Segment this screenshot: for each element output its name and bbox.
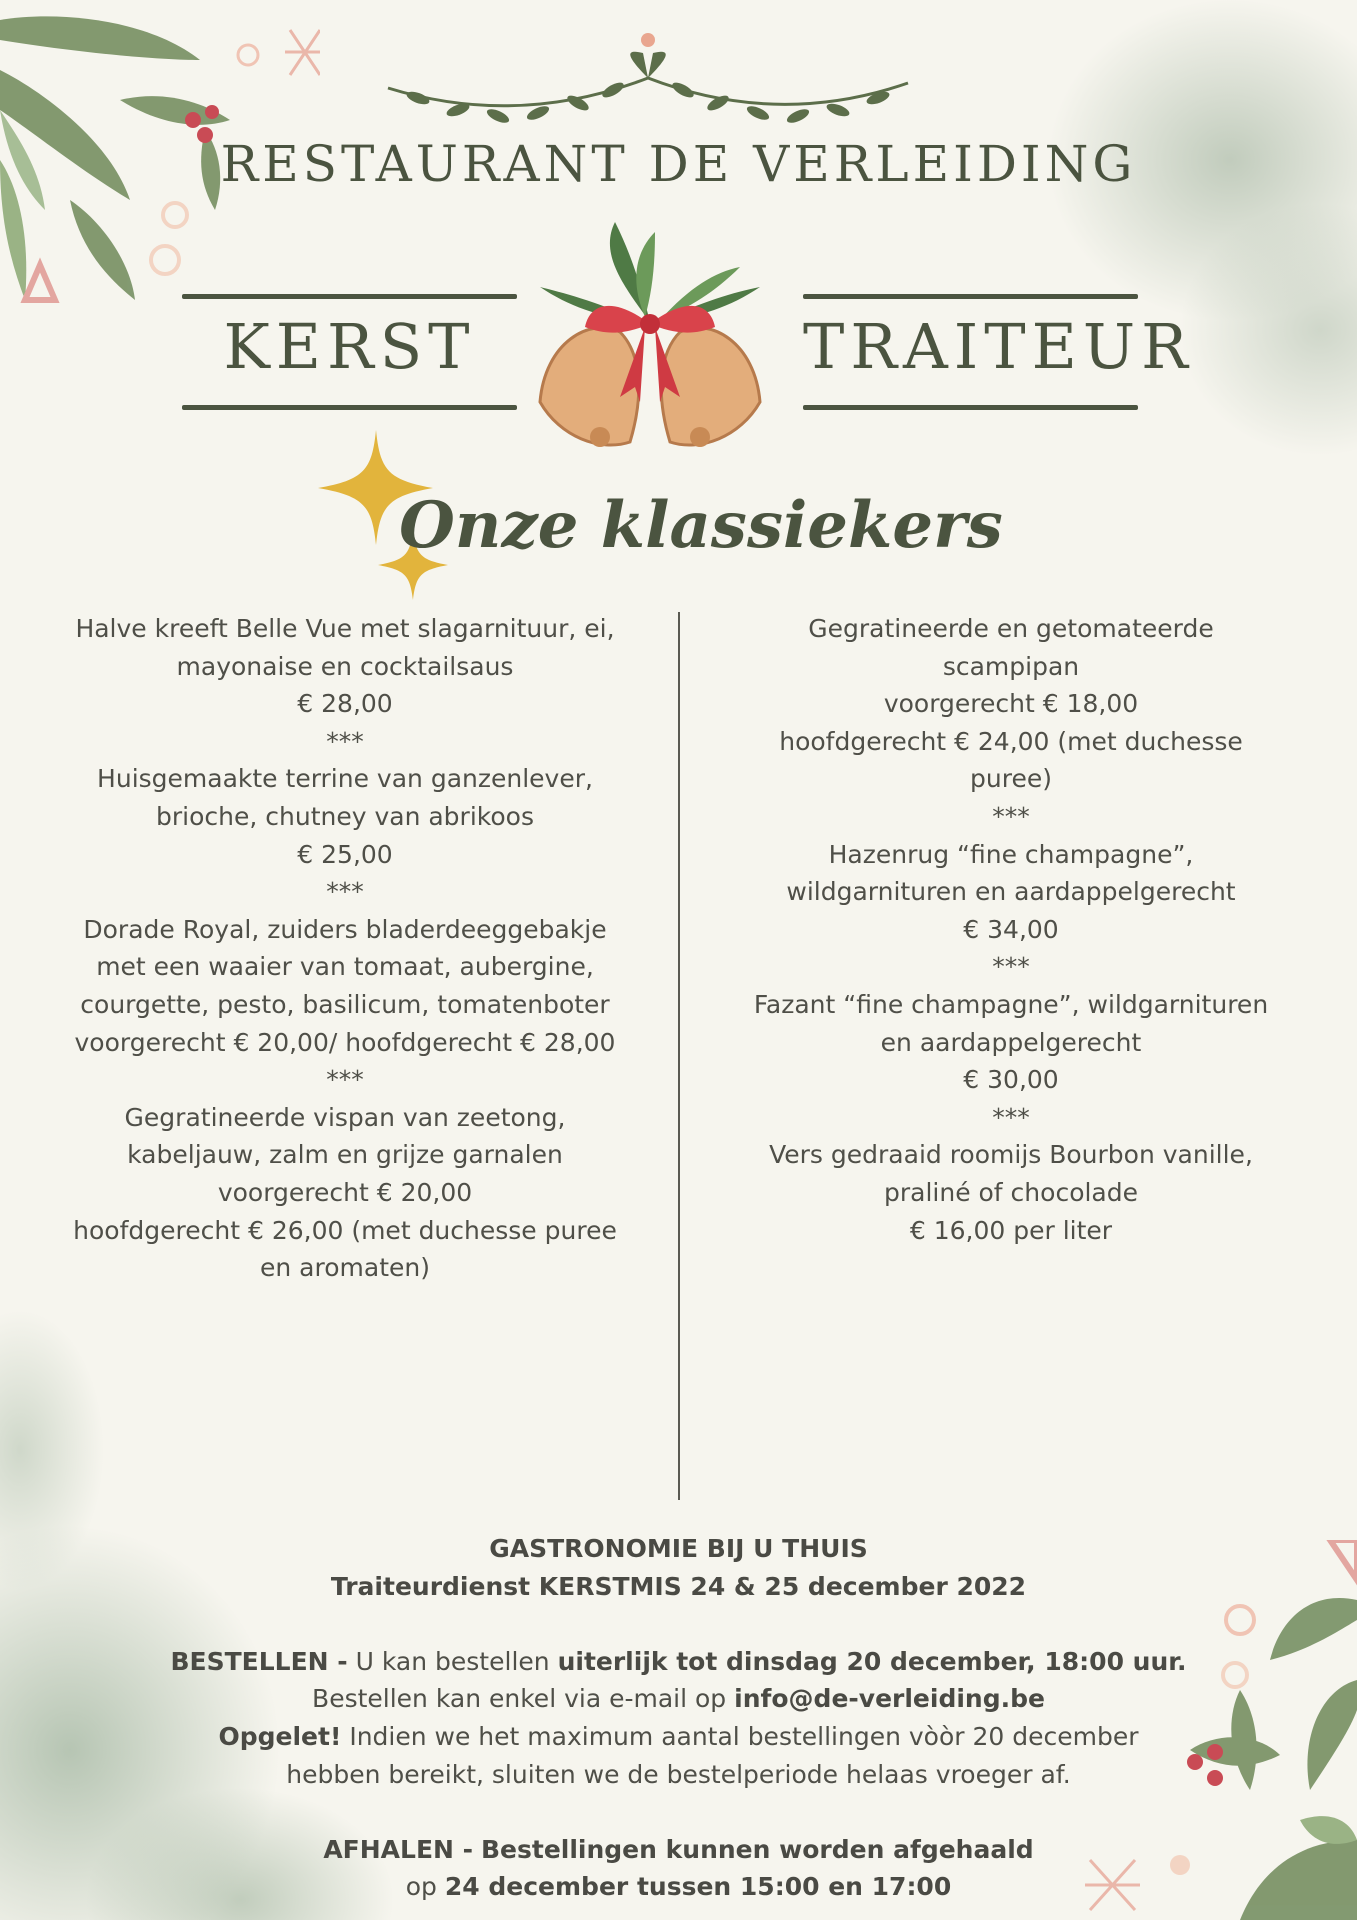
email-link[interactable]: info@de-verleiding.be [734, 1684, 1045, 1714]
rule-bottom-left [182, 405, 517, 410]
separator: *** [326, 1065, 364, 1095]
menu-item: Dorade Royal, zuiders bladerdeeggebakje met een waaier van tomaat, aubergine, courgette, pesto, basilicum, tomatenboter voorgerecht € 20,00/ hoofdgerecht € 28,00 [74, 914, 616, 1057]
separator: *** [326, 726, 364, 756]
pickup-time-line: op 24 december tussen 15:00 en 17:00 [405, 1872, 952, 1902]
rule-bottom-right [803, 405, 1138, 410]
menu-item: Hazenrug “fine champagne”, wildgarnituren en aardappelgerecht € 34,00 [786, 839, 1236, 944]
christmas-bells-icon [520, 212, 780, 482]
menu-item: Gegratineerde vispan van zeetong, kabeljauw, zalm en grijze garnalen voorgerecht € 20,00 hoofdgerecht € 26,00 (met duchesse puree en aromaten) [73, 1102, 617, 1283]
left-word: KERST [223, 310, 476, 383]
right-menu-column [716, 610, 1306, 1249]
footer-subheading: Traiteurdienst KERSTMIS 24 & 25 december 2022 [330, 1571, 1027, 1601]
order-line: BESTELLEN - U kan bestellen uiterlijk tot dinsdag 20 december, 18:00 uur. [170, 1646, 1187, 1676]
rule-top-left [182, 294, 517, 299]
warning-line-2: hebben bereikt, sluiten we de bestelperiode helaas vroeger af. [286, 1759, 1071, 1789]
footer-heading: GASTRONOMIE BIJ U THUIS [489, 1534, 868, 1563]
pickup-line: AFHALEN - Bestellingen kunnen worden afgehaald [323, 1834, 1034, 1864]
column-divider [678, 612, 680, 1500]
separator: *** [326, 877, 364, 907]
separator: *** [992, 1102, 1030, 1132]
menu-item: Fazant “fine champagne”, wildgarnituren en aardappelgerecht € 30,00 [753, 989, 1269, 1095]
garland-icon [378, 28, 918, 138]
left-menu-column [50, 610, 640, 1287]
right-word: TRAITEUR [803, 310, 1194, 383]
menu-item: Vers gedraaid roomijs Bourbon vanille, praliné of chocolade € 16,00 per liter [769, 1140, 1253, 1245]
menu-item: Huisgemaakte terrine van ganzenlever, brioche, chutney van abrikoos € 25,00 [97, 764, 593, 869]
warning-line: Opgelet! Indien we het maximum aantal bestellingen vòòr 20 december [218, 1721, 1139, 1751]
rule-top-right [803, 294, 1138, 299]
menu-item: Gegratineerde en getomateerde scampipan voorgerecht € 18,00 hoofdgerecht € 24,00 (met duchesse puree) [779, 614, 1243, 794]
section-title: Onze klassiekers [399, 488, 1003, 563]
menu-item: Halve kreeft Belle Vue met slagarnituur, ei, mayonaise en cocktailsaus € 28,00 [75, 614, 615, 719]
restaurant-name: RESTAURANT DE VERLEIDING [220, 135, 1137, 193]
footer-info [0, 1530, 1357, 1906]
separator: *** [992, 952, 1030, 982]
email-line: Bestellen kan enkel via e-mail op info@de-verleiding.be [312, 1684, 1045, 1714]
separator: *** [992, 801, 1030, 831]
